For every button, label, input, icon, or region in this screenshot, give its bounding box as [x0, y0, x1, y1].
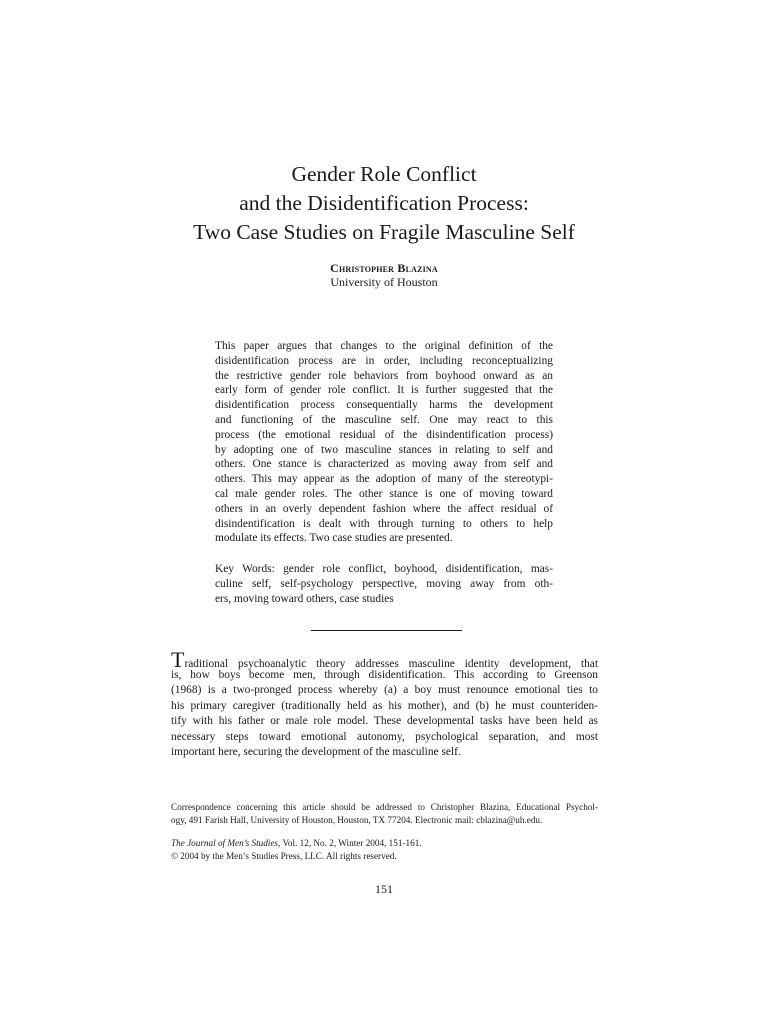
title-line-2: and the Disidentification Process:	[239, 191, 529, 215]
abstract-line: modulate its effects. Two case studies are presented.	[215, 532, 453, 545]
keywords	[215, 562, 553, 606]
title-line-1: Gender Role Conflict	[291, 162, 477, 186]
abstract-line: and functioning of the masculine self. One may react to this	[215, 413, 553, 426]
abstract-line: early form of gender role conflict. It is further suggested that the	[215, 384, 553, 397]
body-line: is, how boys become men, through disidentification. This according to Greenson	[171, 668, 598, 681]
abstract-line: by adopting one of two masculine stances in relating to self and	[215, 443, 553, 456]
correspondence-line: ogy, 491 Farish Hall, University of Houston, Houston, TX 77204. Electronic mail: cblazina@uh.edu.	[171, 815, 543, 825]
page-number: 151	[375, 882, 393, 896]
abstract-line: disidentification process are in order, including reconceptualizing	[215, 354, 553, 367]
journal-details: , Vol. 12, No. 2, Winter 2004, 151-161.	[278, 838, 422, 848]
abstract-line: others. This may appear as the adoption of many of the stereotypi-	[215, 473, 553, 486]
body-line: (1968) is a two-pronged process whereby (a) a boy must renounce emotional ties to	[171, 684, 598, 696]
keywords-line: Key Words: gender role conflict, boyhood, disidentification, mas-	[215, 563, 553, 575]
section-divider	[311, 630, 462, 631]
keywords-line: culine self, self-psychology perspective, moving away from oth-	[215, 577, 553, 590]
body-first-line-text: raditional psychoanalytic theory addresses masculine identity development, that	[184, 658, 598, 670]
body-paragraph	[171, 647, 598, 761]
author-affiliation: University of Houston	[330, 275, 438, 289]
body-first-line	[171, 647, 598, 672]
abstract	[215, 339, 553, 546]
journal-citation	[171, 837, 598, 862]
title-line-3: Two Case Studies on Fragile Masculine Self	[193, 220, 575, 244]
copyright-line: © 2004 by the Men’s Studies Press, LLC. All rights reserved.	[171, 850, 397, 861]
correspondence-line: Correspondence concerning this article should be addressed to Christopher Blazina, Educational Psychol-	[171, 802, 598, 812]
abstract-line: cal male gender roles. The other stance is one of moving toward	[215, 487, 553, 500]
body-line: his primary caregiver (traditionally held as his mother), and (b) he must counteriden-	[171, 699, 598, 712]
abstract-line: the restrictive gender role behaviors from boyhood onward as an	[215, 369, 553, 382]
author-name: Christopher Blazina	[330, 261, 438, 275]
body-line: tify with his father or male role model. These developmental tasks have been held as	[171, 715, 598, 727]
keywords-line: ers, moving toward others, case studies	[215, 592, 394, 605]
abstract-line: others in an overly dependent fashion where the affect residual of	[215, 502, 553, 515]
journal-name: The Journal of Men’s Studies	[171, 838, 279, 848]
abstract-line: disidentification process consequentially harms the development	[215, 399, 553, 412]
body-line: important here, securing the development of the masculine self.	[171, 746, 461, 758]
journal-citation-line	[171, 837, 598, 850]
article-title	[0, 160, 768, 247]
drop-cap: T	[171, 647, 185, 672]
abstract-line: others. One stance is characterized as moving away from self and	[215, 458, 553, 471]
abstract-line: This paper argues that changes to the original definition of the	[215, 340, 553, 352]
abstract-line: disindentification is dealt with through turning to others to help	[215, 517, 553, 530]
body-line: necessary steps toward emotional autonomy, psychological separation, and most	[171, 730, 598, 743]
abstract-line: process (the emotional residual of the disindentification process)	[215, 428, 553, 441]
correspondence-footnote	[171, 801, 598, 827]
